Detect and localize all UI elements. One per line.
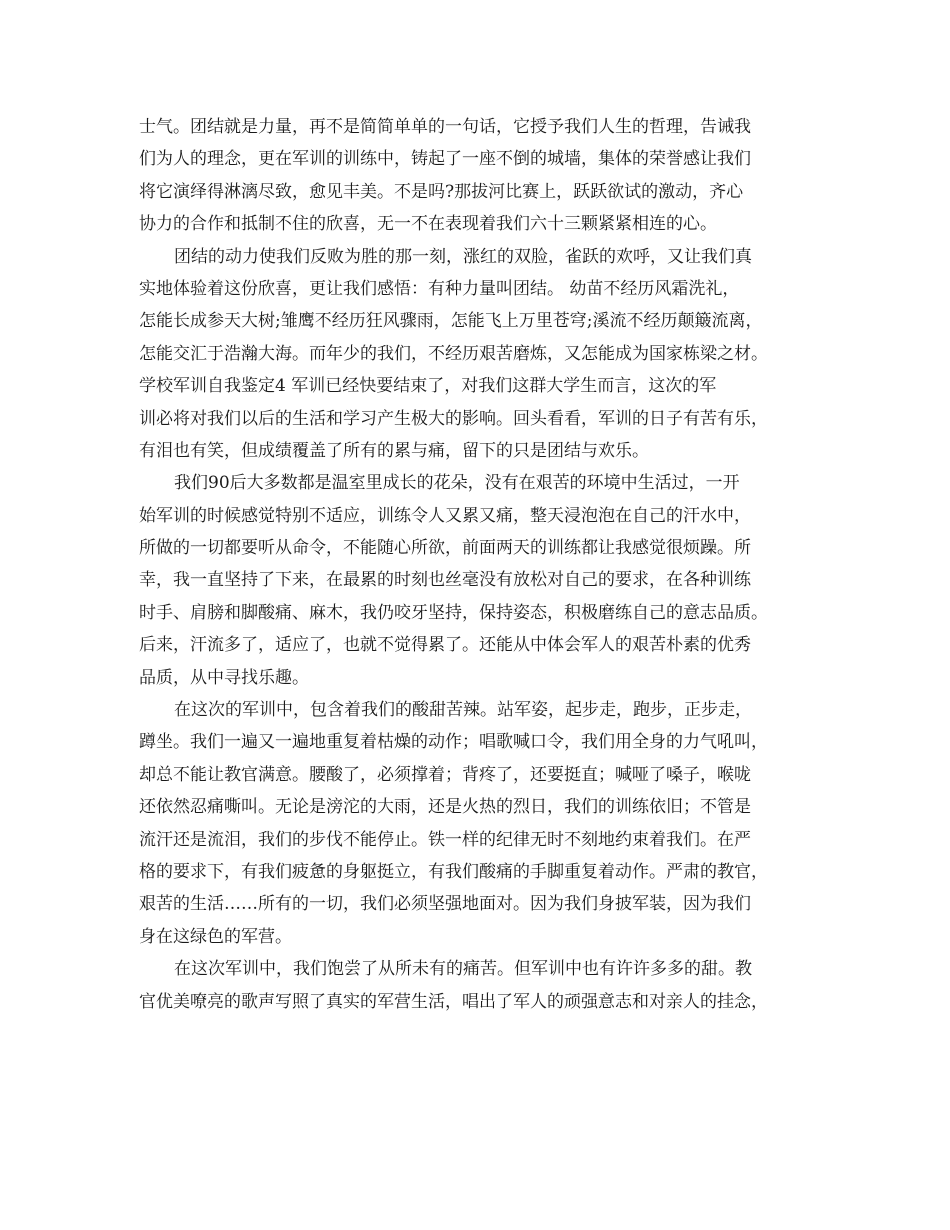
text-line: 身在这绿色的军营。	[139, 926, 292, 947]
text-line: 们为人的理念，更在军训的训练中，铸起了一座不倒的城墙，集体的荣誉感让我们	[139, 149, 751, 170]
text-line: 格的要求下，有我们疲惫的身躯挺立，有我们酸痛的手脚重复着动作。严肃的教官，	[139, 861, 768, 882]
text-line: 品质，从中寻找乐趣。	[139, 667, 309, 688]
text-line: 团结的动力使我们反败为胜的那一刻，涨红的双脸，雀跃的欢呼，又让我们真	[174, 246, 752, 267]
text-line: 时手、肩膀和脚酸痛、麻木，我仍咬牙坚持，保持姿态，积极磨练自己的意志品质。	[139, 602, 768, 623]
text-line: 流汗还是流泪，我们的步伐不能停止。铁一样的纪律无时不刻地约束着我们。在严	[139, 829, 751, 850]
text-line: 将它演绎得淋漓尽致，愈见丰美。不是吗?那拔河比赛上，跃跃欲试的激动，齐心	[139, 181, 744, 202]
text-line: 怎能长成参天大树;雏鹰不经历狂风骤雨，怎能飞上万里苍穹;溪流不经历颠簸流离，	[139, 311, 763, 332]
text-line: 蹲坐。我们一遍又一遍地重复着枯燥的动作；唱歌喊口令，我们用全身的力气吼叫，	[139, 732, 768, 753]
text-line: 官优美嘹亮的歌声写照了真实的军营生活，唱出了军人的顽强意志和对亲人的挂念，	[139, 991, 768, 1012]
text-line: 却总不能让教官满意。腰酸了，必须撑着；背疼了，还要挺直；喊哑了嗓子，喉咙	[139, 764, 751, 785]
text-line: 怎能交汇于浩瀚大海。而年少的我们，不经历艰苦磨炼，又怎能成为国家栋梁之材。	[139, 343, 768, 364]
text-line: 在这次军训中，我们饱尝了从所未有的痛苦。但军训中也有许许多多的甜。教	[174, 959, 752, 980]
text-line: 所做的一切都要听从命令，不能随心所欲，前面两天的训练都让我感觉很烦躁。所	[139, 538, 751, 559]
text-line: 在这次的军训中，包含着我们的酸甜苦辣。站军姿，起步走，跑步，正步走，	[174, 700, 752, 721]
text-line: 始军训的时候感觉特别不适应，训练令人又累又痛，整天浸泡泡在自己的汗水中，	[139, 505, 751, 526]
text-line: 实地体验着这份欣喜，更让我们感悟：有种力量叫团结。 幼苗不经历风霜洗礼，	[139, 278, 740, 299]
text-line: 训必将对我们以后的生活和学习产生极大的影响。回头看看，军训的日子有苦有乐，	[139, 408, 768, 429]
text-line: 协力的合作和抵制不住的欣喜，无一不在表现着我们六十三颗紧紧相连的心。	[139, 214, 717, 235]
text-line: 后来，汗流多了，适应了，也就不觉得累了。还能从中体会军人的艰苦朴素的优秀	[139, 635, 751, 656]
text-line: 艰苦的生活……所有的一切，我们必须坚强地面对。因为我们身披军装，因为我们	[139, 894, 751, 915]
text-line: 幸，我一直坚持了下来，在最累的时刻也丝毫没有放松对自己的要求，在各种训练	[139, 570, 751, 591]
text-line: 还依然忍痛嘶叫。无论是滂沱的大雨，还是火热的烈日，我们的训练依旧；不管是	[139, 797, 751, 818]
text-line: 我们90后大多数都是温室里成长的花朵，没有在艰苦的环境中生活过，一开	[174, 473, 740, 494]
text-line: 士气。团结就是力量，再不是简简单单的一句话，它授予我们人生的哲理，告诫我	[139, 117, 751, 137]
text-line: 学校军训自我鉴定4 军训已经快要结束了，对我们这群大学生而言，这次的军	[139, 376, 717, 397]
document-body	[139, 111, 823, 1018]
text-line: 有泪也有笑，但成绩覆盖了所有的累与痛，留下的只是团结与欢乐。	[139, 440, 649, 461]
